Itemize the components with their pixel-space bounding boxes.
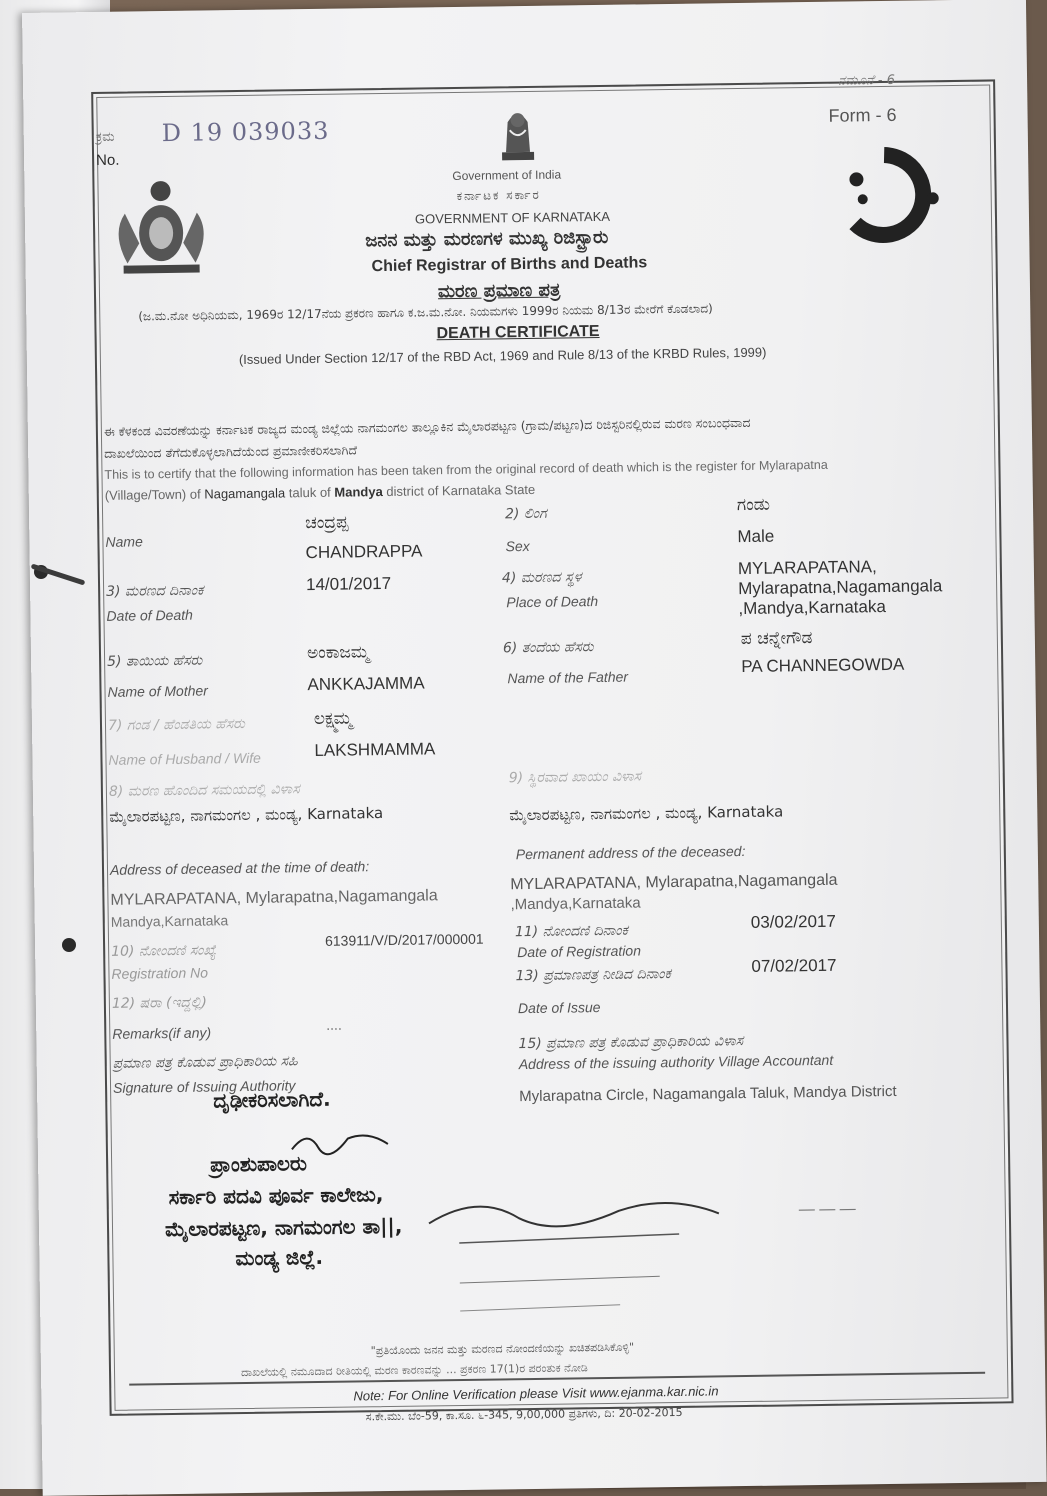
- perm-label: Permanent address of the deceased:: [515, 842, 746, 863]
- stamp-line2: ಸರ್ಕಾರಿ ಪದವಿ ಪೂರ್ವ ಕಾಲೇಜು,: [168, 1182, 384, 1210]
- serial-number: D 19 039033: [161, 116, 330, 148]
- attested-stamp: ದೃಢೀಕರಿಸಲಾಗಿದೆ.: [213, 1086, 331, 1113]
- addr-time-line1: MYLARAPATANA, Mylarapatna,Nagamangala: [110, 887, 438, 909]
- pod-line1: MYLARAPATANA,: [737, 557, 877, 579]
- online-verification-note: Note: For Online Verification please Visit www.ejanma.kar.nic.in: [353, 1383, 719, 1404]
- registrar-title: Chief Registrar of Births and Deaths: [371, 254, 648, 276]
- issue-value: 07/02/2017: [751, 955, 837, 976]
- stamp-line3: ಮೈಲಾರಪಟ್ಟಣ, ನಾಗಮಂಗಲ ತಾ||,: [164, 1213, 403, 1242]
- mother-value: ANKKAJAMMA: [307, 673, 425, 695]
- authority-address: Mylarapatna Circle, Nagamangala Taluk, Mandya District: [519, 1082, 897, 1106]
- dod-value: 14/01/2017: [305, 573, 392, 595]
- sex-value: Male: [737, 526, 775, 547]
- name-label: Name: [105, 533, 143, 550]
- gov-karnataka: GOVERNMENT OF KARNATAKA: [414, 208, 611, 227]
- gov-india: Government of India: [452, 167, 562, 184]
- perm-line1: MYLARAPATANA, Mylarapatna,Nagamangala: [510, 871, 838, 894]
- father-kn: ಪ ಚನ್ನೇಗೌಡ: [740, 628, 813, 650]
- remarks-label-kn: 12) ಷರಾ (ಇದ್ದಲ್ಲಿ): [111, 994, 207, 1012]
- intro-taluk: Nagamangala: [204, 485, 286, 502]
- pod-label: Place of Death: [506, 593, 599, 611]
- mother-kn: ಅಂಕಾಜಮ್ಮ: [306, 642, 370, 664]
- signature-label-kn: ಪ್ರಮಾಣ ಪತ್ರ ಕೊಡುವ ಪ್ರಾಧಿಕಾರಿಯ ಸಹಿ: [112, 1053, 298, 1072]
- certificate-title-kn: ಮರಣ ಪ್ರಮಾಣ ಪತ್ರ: [437, 279, 561, 303]
- regdate-label-kn: 11) ನೋಂದಣಿ ದಿನಾಂಕ: [514, 922, 628, 941]
- regno-label: Registration No: [111, 964, 209, 982]
- father-label-kn: 6) ತಂದೆಯ ಹೆಸರು: [502, 639, 594, 657]
- regno-label-kn: 10) ನೋಂದಣಿ ಸಂಖ್ಯೆ: [111, 942, 217, 960]
- spouse-label: Name of Husband / Wife: [108, 749, 261, 768]
- signature-label: Signature of Issuing Authority: [112, 1077, 296, 1096]
- serial-label: No.: [95, 151, 120, 169]
- regno-value: 613911/V/D/2017/000001: [324, 930, 484, 949]
- act-reference-kn: (ಜ.ಮ.ನೋ ಅಧಿನಿಯಮ, 1969ರ 12/17ನೆಯ ಪ್ರಕರಣ ಹಾಗೂ ಕ.ಜ.ಮ.ನೋ. ನಿಯಮಗಳು 1999ರ ನಿಯಮ 8/13ರ ಮೇರೆಗೆ ಕೊಡಲಾದ): [138, 301, 713, 324]
- authority-label-kn: 15) ಪ್ರಮಾಣ ಪತ್ರ ಕೊಡುವ ಪ್ರಾಧಿಕಾರಿಯ ವಿಳಾಸ: [518, 1033, 744, 1053]
- act-reference: (Issued Under Section 12/17 of the RBD Act, 1969 and Rule 8/13 of the KRBD Rules, 1999): [238, 344, 767, 368]
- sex-kn: ಗಂಡು: [736, 494, 771, 516]
- janana-logo-icon: [834, 146, 945, 240]
- sex-label: Sex: [505, 537, 530, 555]
- perm-kn: ಮೈಲಾರಪಟ್ಟಣ, ನಾಗಮಂಗಲ , ಮಂಡ್ಯ, Karnataka: [509, 802, 784, 825]
- addr-time-label-kn: 8) ಮರಣ ಹೊಂದಿದ ಸಮಯದಲ್ಲಿ ವಿಳಾಸ: [108, 781, 300, 800]
- spouse-label-kn: 7) ಗಂಡ / ಹೆಂಡತಿಯ ಹೆಸರು: [107, 715, 246, 734]
- ashoka-emblem-icon: [493, 100, 542, 165]
- svg-text:— — —: — — —: [798, 1200, 856, 1219]
- sex-label-kn: 2) ಲಿಂಗ: [504, 505, 547, 523]
- remarks-label: Remarks(if any): [112, 1024, 212, 1042]
- mother-label: Name of Mother: [107, 682, 209, 700]
- intro-district: Mandya: [334, 484, 383, 500]
- intro-kn-line2: ದಾಖಲೆಯಿಂದ ತೆಗೆದುಕೊಳ್ಳಲಾಗಿದೆಯೆಂದ ಪ್ರಮಾಣೀಕರಿಸಲಾಗಿದೆ: [104, 442, 358, 461]
- pod-line2: Mylarapatna,Nagamangala: [738, 576, 943, 599]
- name-kn: ಚಂದ್ರಪ್ಪ: [305, 512, 349, 534]
- regdate-value: 03/02/2017: [750, 911, 837, 932]
- intro-en-line1: This is to certify that the following information has been taken from the original record of death which is the register for Mylarapatna: [104, 457, 828, 482]
- karnataka-emblem-icon: [104, 172, 217, 278]
- footer-kn-note1: "ಪ್ರತಿಯೊಂದು ಜನನ ಮತ್ತು ಮರಣದ ನೋಂದಣಿಯನ್ನು ಖಚಿತಪಡಿಸಿಕೊಳ್ಳಿ": [370, 1340, 635, 1358]
- punch-hole: [62, 938, 76, 952]
- intro-text: (Village/Town) of: [104, 486, 205, 503]
- spouse-value: LAKSHMAMMA: [314, 739, 436, 760]
- perm-line2: ,Mandya,Karnataka: [510, 894, 641, 914]
- certificate-title: DEATH CERTIFICATE: [436, 322, 600, 343]
- addr-time-label: Address of deceased at the time of death:: [109, 858, 370, 878]
- father-value: PA CHANNEGOWDA: [741, 654, 905, 677]
- name-value: CHANDRAPPA: [305, 541, 423, 563]
- footer-kn-note2: ದಾಖಲೆಯಲ್ಲಿ ನಮೂದಾದ ರೀತಿಯಲ್ಲಿ ಮರಣ ಕಾರಣವನ್ನು ... ಪ್ರಕರಣ 17(1)ರ ಪರಂತುಕ ನೋಡಿ: [240, 1361, 588, 1380]
- regdate-label: Date of Registration: [517, 942, 642, 961]
- spouse-kn: ಲಕ್ಷ್ಮಮ್ಮ: [313, 708, 353, 730]
- gov-karnataka-kn: ಕರ್ನಾಟಕ ಸರ್ಕಾರ: [456, 187, 541, 203]
- intro-text: district of Karnataka State: [382, 481, 536, 500]
- pod-label-kn: 4) ಮರಣದ ಸ್ಥಳ: [501, 569, 582, 587]
- stamp-line4: ಮಂಡ್ಯ ಜಿಲ್ಲೆ.: [235, 1244, 324, 1271]
- intro-text: taluk of: [285, 484, 335, 501]
- certificate-sheet: [22, 0, 1047, 1496]
- mother-label-kn: 5) ತಾಯಿಯ ಹೆಸರು: [107, 652, 203, 670]
- issue-label-kn: 13) ಪ್ರಮಾಣಪತ್ರ ನೀಡಿದ ದಿನಾಂಕ: [515, 966, 671, 985]
- dod-label: Date of Death: [106, 606, 193, 624]
- form-label: Form - 6: [828, 104, 897, 126]
- father-label: Name of the Father: [507, 668, 629, 687]
- stamp-line1: ಪ್ರಾಂಶುಪಾಲರು: [209, 1151, 308, 1177]
- official-seal-signature-icon: [418, 1178, 856, 1334]
- addr-time-kn: ಮೈಲಾರಪಟ್ಟಣ, ನಾಗಮಂಗಲ , ಮಂಡ್ಯ, Karnataka: [109, 804, 384, 826]
- addr-time-line2: Mandya,Karnataka: [110, 912, 229, 930]
- perm-label-kn: 9) ಸ್ಥಿರವಾದ ಖಾಯಂ ವಿಳಾಸ: [508, 768, 642, 787]
- dod-label-kn: 3) ಮರಣದ ದಿನಾಂಕ: [106, 582, 204, 600]
- serial-label-kn: ಕ್ರಮ: [95, 129, 115, 145]
- registrar-kn: ಜನನ ಮತ್ತು ಮರಣಗಳ ಮುಖ್ಯ ರಿಜಿಸ್ಟ್ರಾರು: [365, 226, 609, 252]
- authority-label: Address of the issuing authority Village Accountant: [518, 1051, 834, 1073]
- remarks-value: ....: [326, 1016, 342, 1033]
- issue-label: Date of Issue: [517, 999, 601, 1017]
- print-details: ಸ.ಕೇ.ಮು. ಬೆಂ-59, ಕಾ.ಸೂ. ೬-345, 9,00,000 ಪ್ರತಿಗಳು, ದಿ: 20-02-2015: [365, 1405, 683, 1424]
- intro-kn-line1: ಈ ಕೆಳಕಂಡ ವಿವರಣೆಯನ್ನು ಕರ್ನಾಟಕ ರಾಜ್ಯದ ಮಂಡ್ಯ ಜಿಲ್ಲೆಯ ನಾಗಮಂಗಲ ತಾಲ್ಲೂಕಿನ ಮೈಲಾರಪಟ್ಟಣ (ಗ್ರಾಮ/ಪಟ್ಟಣ)ದ ರಿಜಿಸ್ಟರಿನಲ್ಲಿರುವ ಮರಣ ಸಂಬಂಧವಾದ: [103, 414, 751, 439]
- pod-line3: ,Mandya,Karnataka: [738, 597, 886, 619]
- form-label-kn: ನಮೂನೆ - 6: [837, 72, 896, 89]
